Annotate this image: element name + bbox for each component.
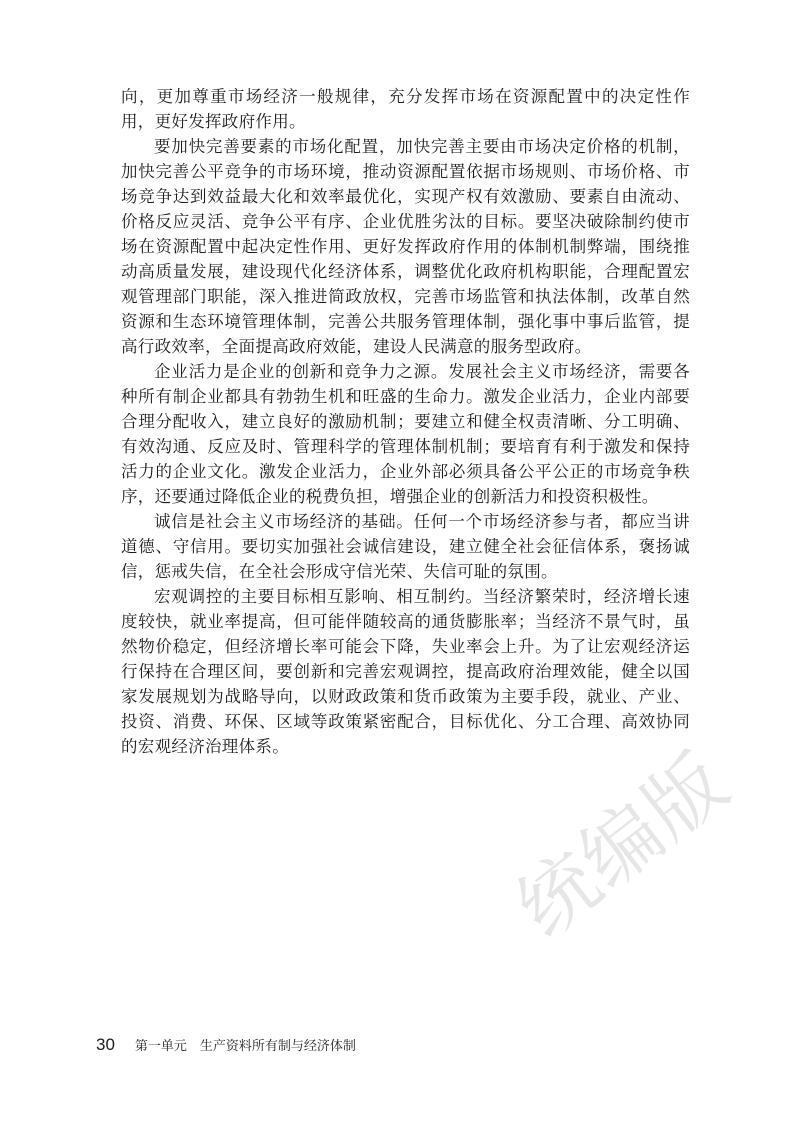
page-footer	[96, 1035, 356, 1055]
running-title: 第一单元 生产资料所有制与经济体制	[134, 1039, 356, 1054]
paragraph-integrity: 诚信是社会主义市场经济的基础。任何一个市场经济参与者，都应当讲道德、守信用。要切实加强社会诚信建设，建立健全社会征信体系，褒扬诚信，惩戒失信，在全社会形成守信光荣、失信可耻的氛围。	[121, 512, 690, 581]
paragraph-continued: 向，更加尊重市场经济一般规律，充分发挥市场在资源配置中的决定性作用，更好发挥政府作用。	[121, 87, 690, 131]
paragraph-enterprise-vitality: 企业活力是企业的创新和竞争力之源。发展社会主义市场经济，需要各种所有制企业都具有勃勃生机和旺盛的生命力。激发企业活力，企业内部要合理分配收入，建立良好的激励机制；要建立和健全权责清晰、分工明确、有效沟通、反应及时、管理科学的管理体制机制；要培育有利于激发和保持活力的企业文化。激发企业活力，企业外部必须具备公平公正的市场竞争秩序，还要通过降低企业的税费负担，增强企业的创新活力和投资积极性。	[121, 362, 690, 506]
paragraph-factor-market: 要加快完善要素的市场化配置，加快完善主要由市场决定价格的机制，加快完善公平竞争的市场环境，推动资源配置依据市场规则、市场价格、市场竞争达到效益最大化和效率最优化，实现产权有效激励、要素自由流动、价格反应灵活、竞争公平有序、企业优胜劣汰的目标。要坚决破除制约使市场在资源配置中起决定性作用、更好发挥政府作用的体制机制弊端，围绕推动高质量发展，建设现代化经济体系，调整优化政府机构职能，合理配置宏观管理部门职能，深入推进简政放权，完善市场监管和执法体制，改革自然资源和生态环境管理体制，完善公共服务管理体制，强化事中事后监管，提高行政效率，全面提高政府效能，建设人民满意的服务型政府。	[121, 137, 690, 356]
body-text	[121, 84, 690, 759]
watermark: 统编版	[501, 736, 746, 956]
paragraph-macro-control: 宏观调控的主要目标相互影响、相互制约。当经济繁荣时，经济增长速度较快，就业率提高，但可能伴随较高的通货膨胀率；当经济不景气时，虽然物价稳定，但经济增长率可能会下降，失业率会上升。为了让宏观经济运行保持在合理区间，要创新和完善宏观调控，提高政府治理效能，健全以国家发展规划为战略导向，以财政政策和货币政策为主要手段，就业、产业、投资、消费、环保、区域等政策紧密配合，目标优化、分工合理、高效协同的宏观经济治理体系。	[121, 587, 690, 756]
page-number: 30	[96, 1035, 115, 1054]
